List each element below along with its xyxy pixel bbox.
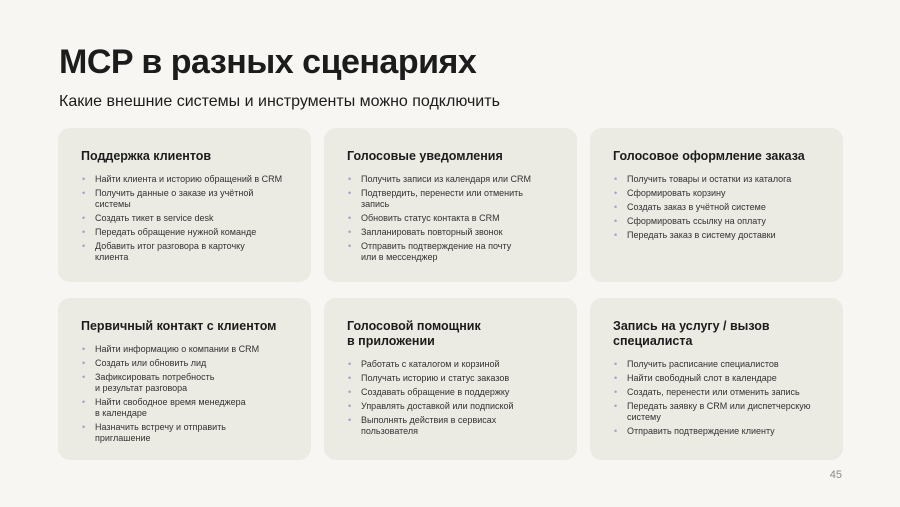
list-item: • Создать или обновить лид bbox=[81, 358, 291, 369]
scenario-card-customer-support bbox=[58, 128, 311, 282]
card-title: Голосовые уведомления bbox=[347, 149, 503, 163]
scenario-card-in-app-assistant bbox=[324, 298, 577, 460]
card-item-list bbox=[81, 344, 291, 444]
list-item: • Создать, перенести или отменить запись bbox=[613, 387, 823, 398]
slide-subtitle: Какие внешние системы и инструменты можно подключить bbox=[59, 93, 500, 110]
card-item-list bbox=[81, 174, 291, 263]
list-item: • Найти свободный слот в календаре bbox=[613, 373, 823, 384]
card-item-list bbox=[613, 174, 823, 241]
list-item: • Добавить итог разговора в карточку клиента bbox=[81, 241, 291, 263]
scenario-grid bbox=[58, 128, 843, 460]
list-item: • Найти информацию о компании в CRM bbox=[81, 344, 291, 355]
list-item: • Обновить статус контакта в CRM bbox=[347, 213, 557, 224]
list-item: • Сформировать ссылку на оплату bbox=[613, 216, 823, 227]
list-item: • Создать заказ в учётной системе bbox=[613, 202, 823, 213]
list-item: • Отправить подтверждение клиенту bbox=[613, 426, 823, 437]
scenario-card-service-booking bbox=[590, 298, 843, 460]
list-item: • Назначить встречу и отправить приглашение bbox=[81, 422, 291, 444]
card-item-list bbox=[347, 174, 557, 263]
scenario-card-voice-ordering bbox=[590, 128, 843, 282]
list-item: • Получить расписание специалистов bbox=[613, 359, 823, 370]
card-title: Поддержка клиентов bbox=[81, 149, 212, 163]
list-item: • Получить записи из календаря или CRM bbox=[347, 174, 557, 185]
card-title: Голосовой помощник в приложении bbox=[347, 319, 481, 348]
list-item: • Выполнять действия в сервисах пользователя bbox=[347, 415, 557, 437]
list-item: • Получить товары и остатки из каталога bbox=[613, 174, 823, 185]
list-item: • Работать с каталогом и корзиной bbox=[347, 359, 557, 370]
list-item: • Сформировать корзину bbox=[613, 188, 823, 199]
list-item: • Управлять доставкой или подпиской bbox=[347, 401, 557, 412]
list-item: • Найти свободное время менеджера в календаре bbox=[81, 397, 291, 419]
card-title: Первичный контакт с клиентом bbox=[81, 319, 277, 333]
list-item: • Создавать обращение в поддержку bbox=[347, 387, 557, 398]
list-item: • Создать тикет в service desk bbox=[81, 213, 291, 224]
list-item: • Подтвердить, перенести или отменить запись bbox=[347, 188, 557, 210]
list-item: • Передать заявку в CRM или диспетчерскую систему bbox=[613, 401, 823, 423]
card-item-list bbox=[613, 359, 823, 437]
list-item: • Получать историю и статус заказов bbox=[347, 373, 557, 384]
list-item: • Зафиксировать потребность и результат разговора bbox=[81, 372, 291, 394]
page-number: 45 bbox=[829, 469, 842, 481]
card-title: Запись на услугу / вызов специалиста bbox=[613, 319, 770, 348]
list-item: • Запланировать повторный звонок bbox=[347, 227, 557, 238]
list-item: • Отправить подтверждение на почту или в мессенджер bbox=[347, 241, 557, 263]
card-title: Голосовое оформление заказа bbox=[613, 149, 805, 163]
list-item: • Передать обращение нужной команде bbox=[81, 227, 291, 238]
scenario-card-first-contact bbox=[58, 298, 311, 460]
list-item: • Найти клиента и историю обращений в CRM bbox=[81, 174, 291, 185]
scenario-card-voice-notifications bbox=[324, 128, 577, 282]
list-item: • Получить данные о заказе из учётной системы bbox=[81, 188, 291, 210]
card-item-list bbox=[347, 359, 557, 437]
slide-title: MCP в разных сценариях bbox=[59, 43, 477, 81]
list-item: • Передать заказ в систему доставки bbox=[613, 230, 823, 241]
